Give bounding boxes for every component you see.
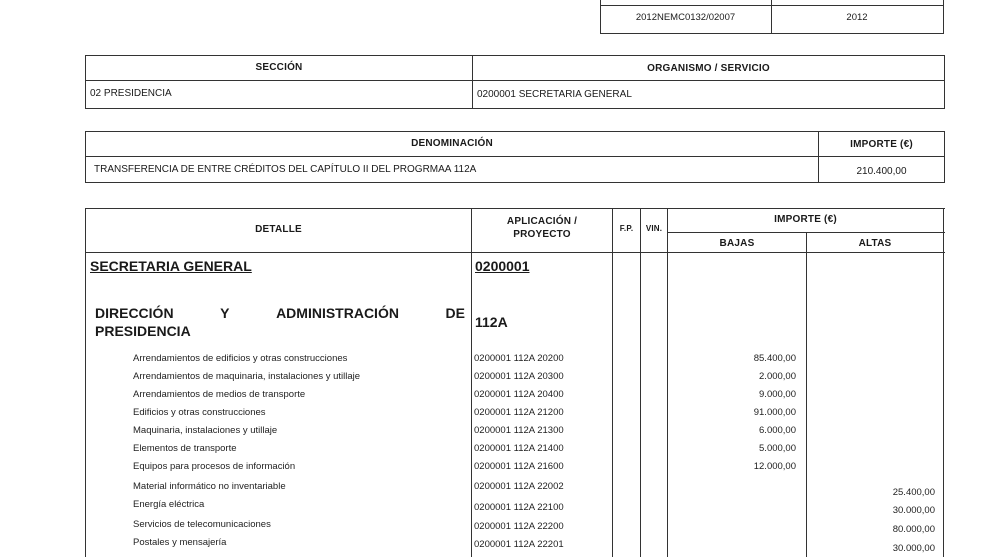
- detail-header-bottom-line: [85, 252, 945, 253]
- group-direccion-word-4: DE: [445, 305, 465, 321]
- row-description: Arrendamientos de maquinaria, instalaciones y utillaje: [133, 371, 361, 382]
- aplicacion-header-line2: PROYECTO: [513, 229, 571, 240]
- row-altas: 30.000,00: [892, 543, 935, 554]
- row-application: 0200001 112A 22200: [474, 521, 564, 532]
- group-direccion-word-1: DIRECCIÓN: [95, 305, 174, 321]
- group-direccion-word-3: ADMINISTRACIÓN: [276, 305, 399, 321]
- row-bajas: 91.000,00: [753, 407, 796, 418]
- detail-col-vin-border: [640, 208, 641, 557]
- row-bajas: 85.400,00: [753, 353, 796, 364]
- group-direccion-line1: [95, 305, 465, 321]
- row-description: Elementos de transporte: [133, 443, 237, 454]
- row-description: Postales y mensajería: [133, 537, 227, 548]
- row-bajas: 6.000,00: [759, 425, 796, 436]
- detail-col-aplicacion-border: [471, 208, 472, 557]
- row-application: 0200001 112A 21200: [474, 407, 564, 418]
- row-application: 0200001 112A 22201: [474, 539, 564, 550]
- row-application: 0200001 112A 22100: [474, 502, 564, 513]
- detail-top-line: [85, 208, 945, 209]
- group-secretaria-general: SECRETARIA GENERAL: [90, 258, 252, 274]
- row-application: 0200001 112A 20300: [474, 371, 564, 382]
- row-description: Arrendamientos de medios de transporte: [133, 389, 306, 400]
- row-application: 0200001 112A 22002: [474, 481, 564, 492]
- seccion-value: 02 PRESIDENCIA: [90, 88, 172, 99]
- section-table-header-line: [86, 80, 944, 81]
- bajas-header: BAJAS: [719, 238, 755, 249]
- detail-left-border: [85, 208, 86, 557]
- row-bajas: 2.000,00: [759, 371, 796, 382]
- top-table-row-line: [600, 5, 944, 6]
- row-application: 0200001 112A 21300: [474, 425, 564, 436]
- section-table: [85, 55, 945, 109]
- row-description: Maquinaria, instalaciones y utillaje: [133, 425, 278, 436]
- denominacion-value: TRANSFERENCIA DE ENTRE CRÉDITOS DEL CAPÍTULO II DEL PROGRMAA 112A: [94, 164, 477, 175]
- row-application: 0200001 112A 21600: [474, 461, 564, 472]
- row-altas: 80.000,00: [892, 524, 935, 535]
- denominacion-header-line: [86, 156, 944, 157]
- organismo-value: 0200001 SECRETARIA GENERAL: [477, 89, 632, 100]
- row-application: 0200001 112A 20400: [474, 389, 564, 400]
- group-direccion-word-2: Y: [220, 305, 230, 321]
- expediente-year: 2012: [846, 12, 868, 23]
- seccion-header: SECCIÓN: [255, 62, 303, 73]
- detail-right-border: [943, 208, 944, 557]
- row-description: Equipos para procesos de información: [133, 461, 296, 472]
- row-application: 0200001 112A 20200: [474, 353, 564, 364]
- row-bajas: 9.000,00: [759, 389, 796, 400]
- row-description: Energía eléctrica: [133, 499, 205, 510]
- row-description: Material informático no inventariable: [133, 481, 286, 492]
- group-direccion-line2: PRESIDENCIA: [95, 323, 191, 339]
- group-direccion-code: 112A: [475, 314, 508, 330]
- importe-header: IMPORTE (€): [850, 139, 913, 150]
- row-application: 0200001 112A 21400: [474, 443, 564, 454]
- row-description: Servicios de telecomunicaciones: [133, 519, 271, 530]
- expediente-code: 2012NEMC0132/02007: [635, 12, 736, 23]
- group-secretaria-code: 0200001: [475, 258, 530, 274]
- top-table-bottom-line: [600, 33, 944, 34]
- importe-detail-header: IMPORTE (€): [774, 214, 837, 225]
- importe-value: 210.400,00: [856, 166, 907, 177]
- denominacion-header: DENOMINACIÓN: [411, 138, 493, 149]
- row-bajas: 12.000,00: [753, 461, 796, 472]
- detail-col-fp-border: [612, 208, 613, 557]
- row-bajas: 5.000,00: [759, 443, 796, 454]
- row-altas: 25.400,00: [892, 487, 935, 498]
- row-description: Edificios y otras construcciones: [133, 407, 266, 418]
- fp-header: F.P.: [619, 224, 634, 233]
- aplicacion-header-line1: APLICACIÓN /: [506, 216, 578, 227]
- organismo-header: ORGANISMO / SERVICIO: [647, 63, 770, 74]
- vin-header: VIN.: [645, 224, 663, 233]
- row-altas: 30.000,00: [892, 505, 935, 516]
- detalle-header: DETALLE: [255, 224, 302, 235]
- altas-header: ALTAS: [858, 238, 892, 249]
- row-description: Arrendamientos de edificios y otras construcciones: [133, 353, 348, 364]
- detail-col-bajas-border: [667, 208, 668, 557]
- denominacion-table: [85, 131, 945, 183]
